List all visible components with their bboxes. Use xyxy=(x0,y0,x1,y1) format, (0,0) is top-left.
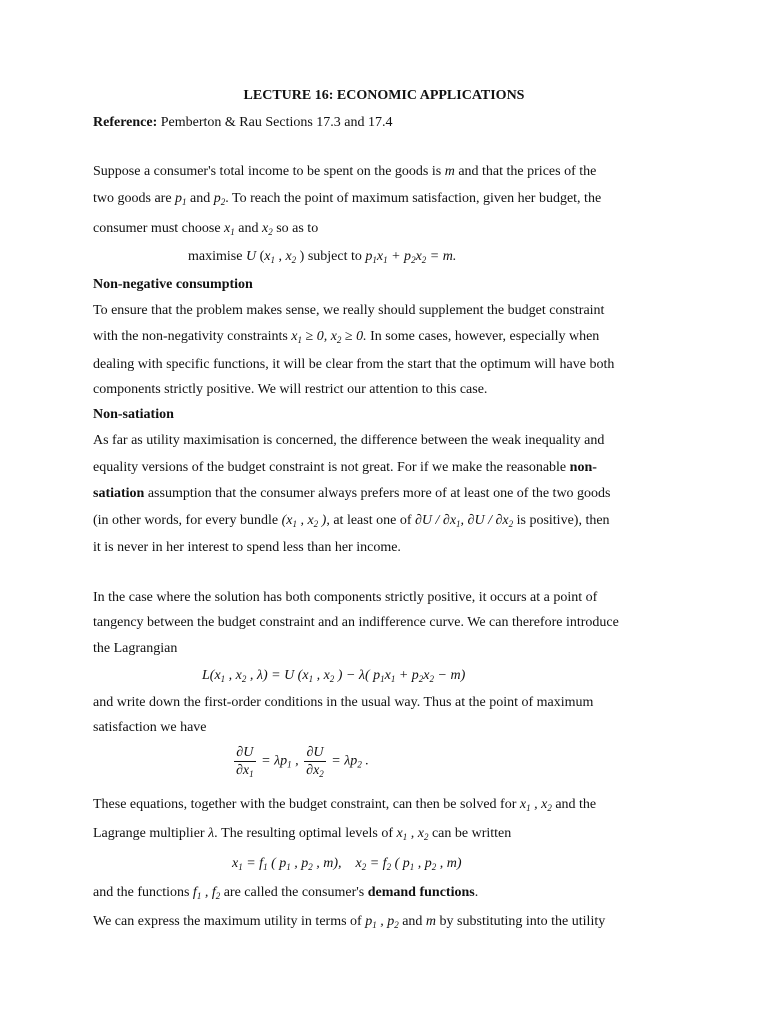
demand-para-line-4: We can express the maximum utility in terms of $p_1$ , $p_2$ and m by substituting into the utility xyxy=(93,914,606,930)
lagrangian-equation: $L(x_1$ , $x_2$ , λ) = U ($x_1$ , $x_2$ ) − λ( $p_1x_1 + p_2x_2 - m$) xyxy=(202,668,466,684)
reference-line xyxy=(93,115,393,131)
lagrange-para-line-4: and write down the first-order conditions in the usual way. Thus at the point of maximum xyxy=(93,695,594,710)
nonsat-line-5: it is never in her interest to spend less than her income. xyxy=(93,540,401,555)
nonsat-line-2: equality versions of the budget constraint is not great. For if we make the reasonable non- xyxy=(93,460,597,475)
nonneg-line-3: dealing with specific functions, it will be clear from the start that the optimum will have both xyxy=(93,357,615,372)
heading-non-negative-consumption: Non-negative consumption xyxy=(93,277,253,292)
demand-functions-equation: $x_1 = f_1$ ( $p_1$ , $p_2$ , m), $x_2 = f_2$ ( $p_1$ , $p_2$ , m) xyxy=(232,856,462,872)
math-x2: $x_2$ xyxy=(261,221,273,237)
nonneg-line-1: To ensure that the problem makes sense, we really should supplement the budget constraint xyxy=(93,303,605,318)
math-p2: $p_2$ xyxy=(213,191,226,207)
lagrange-para-line-2: tangency between the budget constraint and an indifference curve. We can therefore introduce xyxy=(93,615,619,630)
nonsat-line-1: As far as utility maximisation is concerned, the difference between the weak inequality and xyxy=(93,433,605,448)
demand-para-line-1: These equations, together with the budget constraint, can then be solved for $x_1$ , $x_2$ and the xyxy=(93,797,597,813)
math-partials: $\partial U / \partial x_1$, $\partial U / \partial x_2$ xyxy=(414,513,514,529)
lagrange-para-line-5: satisfaction we have xyxy=(93,720,207,735)
maximise-equation: maximise U ($x_1$ , $x_2$ ) subject to $p_1x_1 + p_2x_2 = m$. xyxy=(188,249,457,265)
lagrange-para-line-3: the Lagrangian xyxy=(93,641,178,656)
reference-label: Reference: xyxy=(93,115,158,130)
intro-line-1: Suppose a consumer's total income to be spent on the goods is m and that the prices of the xyxy=(93,164,597,179)
demand-para-line-2: Lagrange multiplier λ. The resulting optimal levels of $x_1$ , $x_2$ can be written xyxy=(93,826,512,842)
math-p1: $p_1$ xyxy=(175,191,187,207)
nonneg-line-4: components strictly positive. We will restrict our attention to this case. xyxy=(93,382,488,397)
math-budget-constraint: $p_1x_1 + p_2x_2 = m$. xyxy=(365,249,457,265)
math-utility: U xyxy=(245,249,257,264)
intro-line-3: consumer must choose $x_1$ and $x_2$ so as to xyxy=(93,221,319,237)
math-x1: $x_1$ xyxy=(224,221,235,237)
first-order-conditions: $\frac{\partial U}{\partial x_1}$ = $\lambda p_1$ , $\frac{\partial U}{\partial x_2}$ = $\lambda p_2$ . xyxy=(236,745,369,779)
reference-text: Pemberton & Rau Sections 17.3 and 17.4 xyxy=(157,115,393,130)
nonsat-line-3: satiation assumption that the consumer always prefers more of at least one of the two goods xyxy=(93,486,611,501)
nonsat-line-4: (in other words, for every bundle ($x_1$ , $x_2$ ), at least one of $\partial U / \partial x_1$, $\partial U / \partial x_2$ is positive), then xyxy=(93,513,610,529)
lecture-title: LECTURE 16: ECONOMIC APPLICATIONS xyxy=(243,88,525,103)
intro-line-2: two goods are $p_1$ and $p_2$. To reach the point of maximum satisfaction, given her budget, the xyxy=(93,191,602,207)
math-nonneg-constraints: $x_1 \ge 0$, $x_2 \ge 0$. xyxy=(291,329,367,345)
lagrange-para-line-1: In the case where the solution has both components strictly positive, it occurs at a point of xyxy=(93,590,598,605)
math-bundle: ($x_1$ , $x_2$ ) xyxy=(281,513,327,529)
heading-non-satiation: Non-satiation xyxy=(93,407,174,422)
nonneg-line-2: with the non-negativity constraints $x_1 \ge 0$, $x_2 \ge 0$. In some cases, however, especially when xyxy=(93,329,600,345)
demand-para-line-3: and the functions $f_1$ , $f_2$ are called the consumer's demand functions. xyxy=(93,885,479,901)
